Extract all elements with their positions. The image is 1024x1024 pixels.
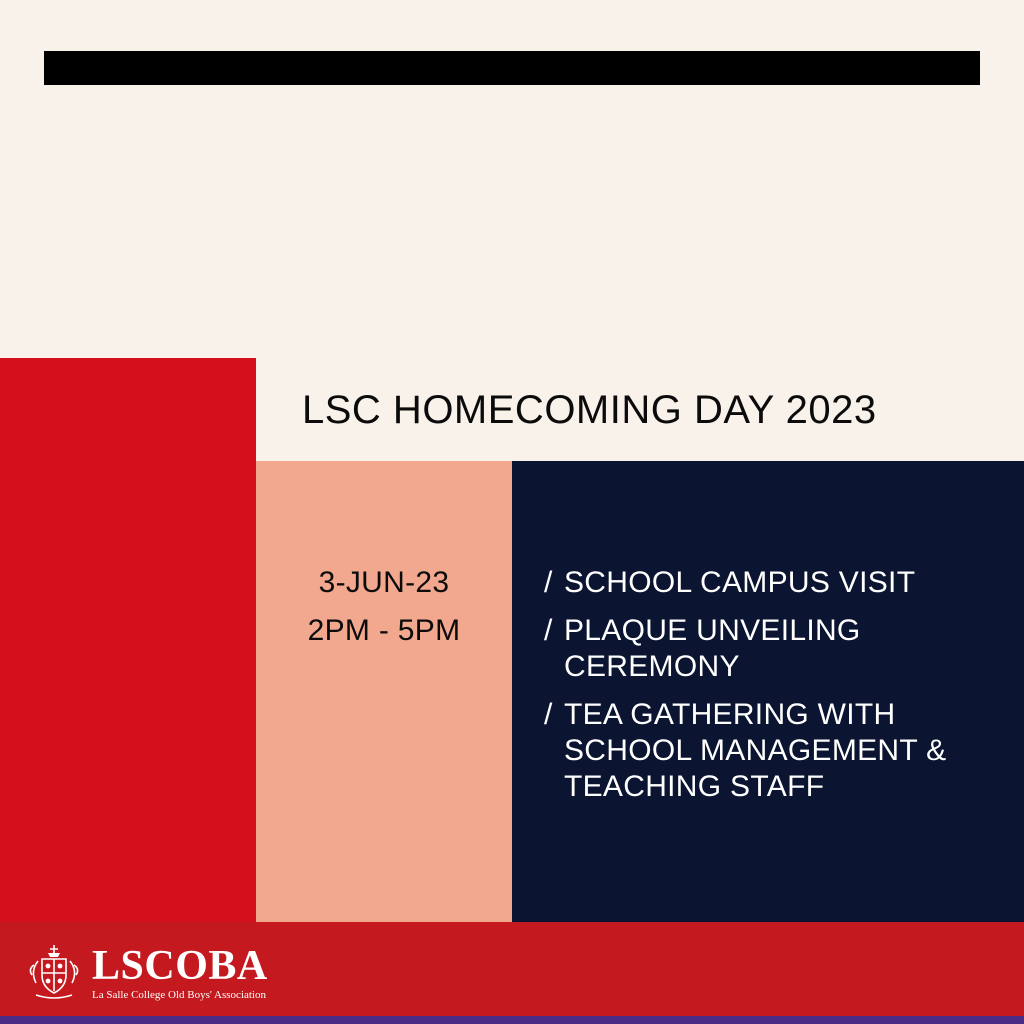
- red-color-block: [0, 358, 256, 922]
- brand-name: LSCOBA: [92, 943, 268, 989]
- event-date: 3-JUN-23: [318, 566, 450, 599]
- agenda-slash: /: [544, 614, 553, 647]
- brand-subtitle: La Salle College Old Boys' Association: [92, 989, 266, 1001]
- agenda-item-plaque-unveiling: [544, 613, 1014, 685]
- footer-purple-stripe: [0, 1016, 1024, 1024]
- agenda-item-text: SCHOOL CAMPUS VISIT: [564, 566, 916, 599]
- agenda-item-text: PLAQUE UNVEILING CEREMONY: [564, 614, 861, 683]
- agenda-list: [544, 565, 1014, 817]
- top-black-bar: [44, 51, 980, 85]
- agenda-item-text: TEA GATHERING WITH SCHOOL MANAGEMENT & TEACHING STAFF: [564, 698, 947, 803]
- salmon-color-block: [256, 461, 512, 922]
- event-title: LSC HOMECOMING DAY 2023: [302, 388, 877, 432]
- agenda-slash: /: [544, 698, 553, 731]
- agenda-item-tea-gathering: [544, 697, 1014, 805]
- agenda-item-campus-visit: [544, 565, 1014, 601]
- agenda-slash: /: [544, 566, 553, 599]
- event-time: 2PM - 5PM: [307, 614, 461, 647]
- school-crest-icon: [24, 941, 84, 1001]
